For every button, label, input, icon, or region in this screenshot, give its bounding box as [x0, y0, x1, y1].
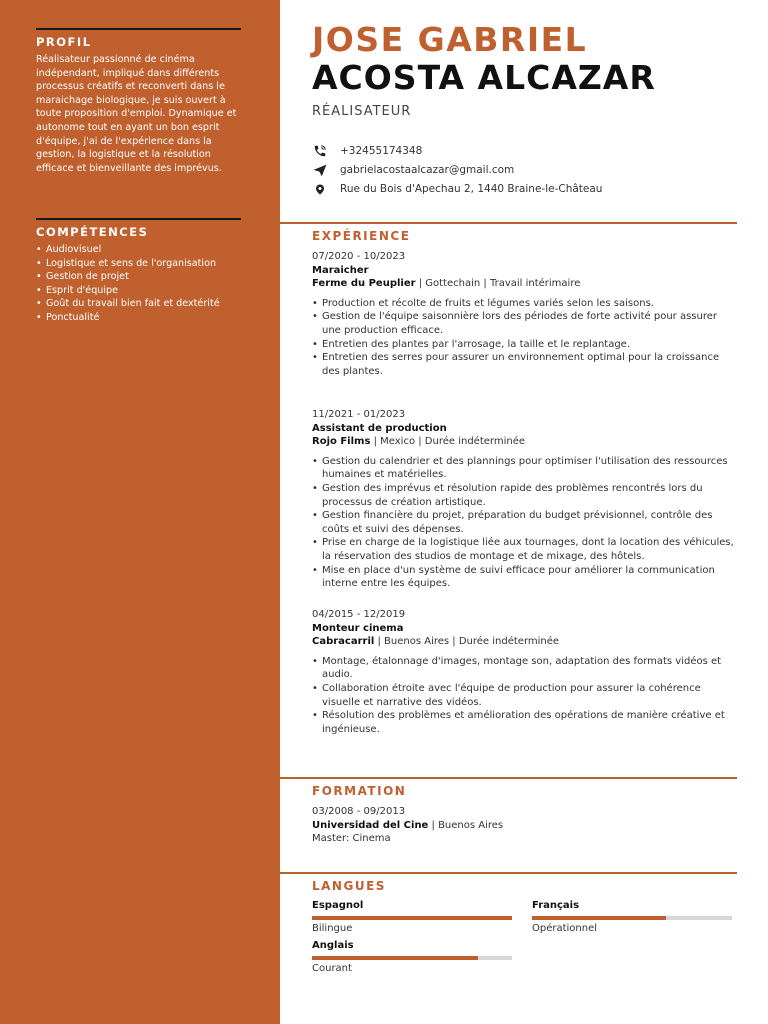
contact-address — [312, 182, 602, 196]
address-text: Rue du Bois d'Apechau 2, 1440 Braine-le-Château — [340, 183, 603, 195]
skills-list — [36, 243, 241, 325]
job-title: RÉALISATEUR — [312, 104, 412, 119]
job-company: Rojo Films — [312, 436, 371, 448]
language-level: Opérationnel — [532, 923, 598, 934]
language-bar — [532, 916, 732, 920]
job-details: | Buenos Aires | Durée indéterminée — [374, 636, 560, 648]
list-item: • Entretien des serres pour assurer un environnement optimal pour la croissance des plantes. — [312, 351, 738, 378]
job-company: Cabracarril — [312, 636, 375, 648]
divider — [280, 872, 737, 874]
job-details: | Mexico | Durée indéterminée — [370, 436, 525, 448]
list-item: • Montage, étalonnage d'images, montage son, adaptation des formats vidéos et audio. — [312, 655, 738, 682]
list-item: • Prise en charge de la logistique liée aux tournages, dont la location des véhicules, la réservation des studios de montage et de mixage, des hôtels. — [312, 536, 738, 563]
phone-icon — [312, 144, 328, 158]
job-entry — [312, 608, 738, 736]
language-bar — [312, 916, 512, 920]
job-company-line — [312, 277, 738, 291]
job-dates: 04/2015 - 12/2019 — [312, 609, 406, 620]
email-text[interactable]: gabrielacostaalcazar@gmail.com — [340, 164, 515, 176]
list-item: • Collaboration étroite avec l'équipe de production pour assurer la cohérence visuelle et narrative des vidéos. — [312, 682, 738, 709]
contact-phone — [312, 144, 422, 158]
job-entry — [312, 408, 738, 591]
list-item: • Gestion du calendrier et des plannings pour optimiser l'utilisation des ressources humaines et matérielles. — [312, 455, 738, 482]
language-name: Anglais — [312, 940, 354, 951]
language-name: Espagnol — [312, 900, 364, 911]
job-bullets — [312, 655, 738, 737]
profile-text: Réalisateur passionné de cinéma indépendant, impliqué dans différents processus créatifs et reconverti dans le maraichage biologique, je suis ouvert à toute proposition d'emploi. Dynamique et autonome tout en ayant un bon esprit d'équipe, j'ai de l'expérience dans la gestion, la logistique et la résolution efficace et bienveillante des imprévus. — [36, 54, 237, 174]
language-bar — [312, 956, 512, 960]
job-bullets — [312, 297, 738, 379]
language-item — [312, 900, 512, 934]
skills-title: COMPÉTENCES — [36, 225, 149, 239]
language-level: Courant — [312, 963, 352, 974]
skill-item: • Gestion de projet — [36, 270, 241, 284]
profile-section — [36, 28, 241, 175]
list-item: • Entretien des plantes par l'arrosage, la taille et le replantage. — [312, 338, 738, 352]
send-icon — [312, 163, 328, 177]
last-name: ACOSTA ALCAZAR — [312, 58, 656, 97]
job-details: | Gottechain | Travail intérimaire — [415, 278, 581, 290]
skill-item: • Ponctualité — [36, 311, 241, 325]
skill-item: • Audiovisuel — [36, 243, 241, 257]
language-item — [532, 900, 732, 934]
list-item: • Gestion des imprévus et résolution rapide des problèmes rencontrés lors du processus de création artistique. — [312, 482, 738, 509]
job-role: Maraicher — [312, 264, 369, 276]
job-role: Assistant de production — [312, 422, 447, 434]
job-role: Monteur cinema — [312, 622, 404, 634]
languages-title: LANGUES — [312, 879, 386, 893]
job-company-line — [312, 435, 738, 449]
list-item: • Production et récolte de fruits et légumes variés selon les saisons. — [312, 297, 738, 311]
job-dates: 07/2020 - 10/2023 — [312, 251, 406, 262]
first-name: JOSE GABRIEL — [312, 20, 588, 59]
list-item: • Résolution des problèmes et amélioration des opérations de manière créative et ingénieuse. — [312, 709, 738, 736]
skills-section — [36, 218, 241, 325]
skill-item: • Esprit d'équipe — [36, 284, 241, 298]
location-icon — [312, 182, 328, 196]
education-location: | Buenos Aires — [428, 819, 504, 831]
job-company-line — [312, 635, 738, 649]
language-bar-fill — [312, 916, 512, 920]
phone-text[interactable]: +32455174348 — [340, 145, 423, 157]
education-entry — [312, 805, 738, 846]
job-bullets — [312, 455, 738, 591]
contact-email — [312, 163, 514, 177]
language-level: Bilingue — [312, 923, 353, 934]
language-bar-fill — [532, 916, 666, 920]
education-degree: Master: Cinema — [312, 833, 391, 845]
list-item: • Gestion financière du projet, préparation du budget prévisionnel, contrôle des coûts et suivi des dépenses. — [312, 509, 738, 536]
profile-title: PROFIL — [36, 35, 92, 49]
divider — [36, 28, 241, 30]
divider — [280, 777, 737, 779]
language-item — [312, 940, 512, 974]
skill-item: • Logistique et sens de l'organisation — [36, 257, 241, 271]
job-dates: 11/2021 - 01/2023 — [312, 409, 406, 420]
sidebar — [0, 0, 280, 1024]
divider — [280, 222, 737, 224]
list-item: • Mise en place d'un système de suivi efficace pour améliorer la communication interne entre les équipes. — [312, 564, 738, 591]
job-entry — [312, 250, 738, 378]
job-company: Ferme du Peuplier — [312, 278, 416, 290]
education-school: Universidad del Cine — [312, 819, 429, 831]
education-dates: 03/2008 - 09/2013 — [312, 806, 406, 817]
language-name: Français — [532, 900, 580, 911]
list-item: • Gestion de l'équipe saisonnière lors des périodes de forte activité pour assurer une production efficace. — [312, 310, 738, 337]
education-school-line — [312, 819, 738, 833]
divider — [36, 218, 241, 220]
education-title: FORMATION — [312, 784, 407, 798]
experience-title: EXPÉRIENCE — [312, 229, 411, 243]
language-bar-fill — [312, 956, 478, 960]
skill-item: • Goût du travail bien fait et dextérité — [36, 297, 241, 311]
